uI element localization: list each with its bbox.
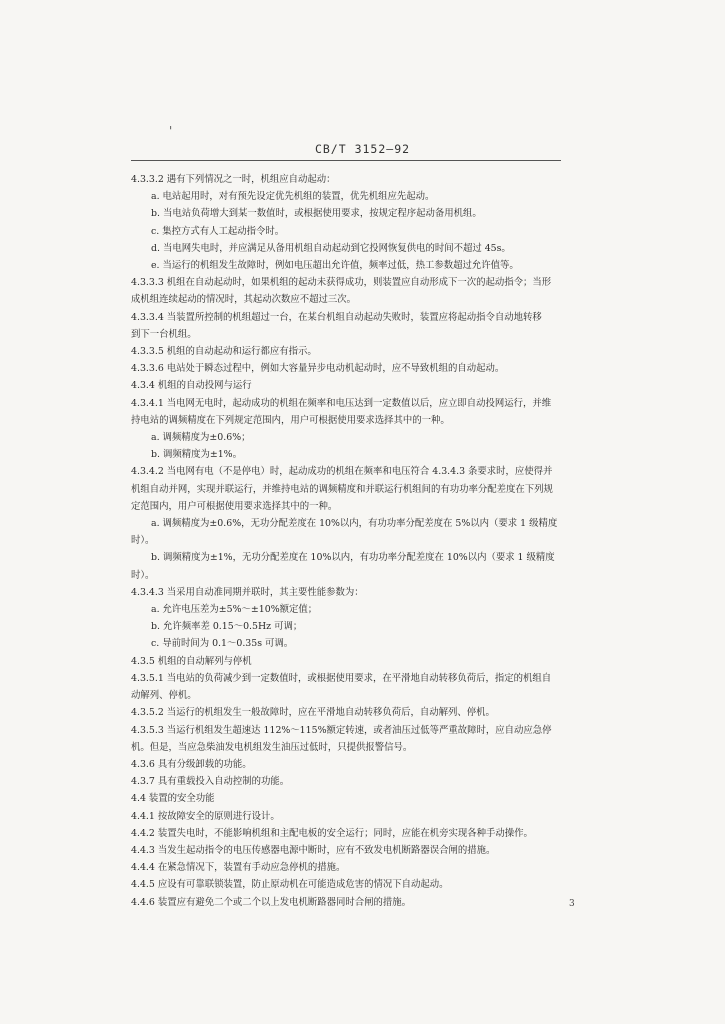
text-line: 4.3.5.1 当电站的负荷减少到一定数值时，或根据使用要求，在平滑地自动转移负荷后，指定的机组自 xyxy=(131,672,552,684)
page-number: 3 xyxy=(569,899,575,909)
text-line: 4.3.3.3 机组在自动起动时，如果机组的起动未获得成功，则装置应自动形成下一次的起动指令；当形 xyxy=(131,277,552,289)
text-line: e. 当运行的机组发生故障时，例如电压超出允许值，频率过低，热工参数超过允许值等。 xyxy=(151,260,519,272)
text-line: 时）。 xyxy=(131,535,155,547)
text-line: 4.3.4.2 当电网有电（不是停电）时，起动成功的机组在频率和电压符合 4.3.4.3 条要求时，应使得并 xyxy=(131,466,553,478)
header-rule xyxy=(131,160,561,161)
text-line: 4.4.3 当发生起动指令的电压传感器电源中断时，应有不致发电机断路器误合闸的措施。 xyxy=(131,844,496,856)
text-line: 4.3.3.6 电站处于瞬态过程中，例如大容量异步电动机起动时，应不导致机组的自动起动。 xyxy=(131,363,505,375)
text-line: a. 调频精度为±0.6%，无功分配差度在 10%以内，有功功率分配差度在 5%以内（要求 1 级精度 xyxy=(151,518,558,530)
text-line: 持电站的调频精度在下列规定范围内，用户可根据使用要求选择其中的一种。 xyxy=(131,414,450,426)
text-line: 4.3.4 机组的自动投网与运行 xyxy=(131,380,252,392)
text-line: 到下一台机组。 xyxy=(131,328,197,340)
document-body xyxy=(131,171,589,911)
text-line: 4.3.3.2 遇有下列情况之一时，机组应自动起动： xyxy=(131,174,336,185)
text-line: b. 当电站负荷增大到某一数值时，或根据使用要求，按规定程序起动备用机组。 xyxy=(151,208,482,220)
text-line: 4.4.5 应设有可靠联锁装置，防止原动机在可能造成危害的情况下自动起动。 xyxy=(131,879,449,891)
text-line: 4.4.4 在紧急情况下，装置有手动应急停机的措施。 xyxy=(131,862,346,874)
text-line: a. 电站起用时，对有预先设定优先机组的装置，优先机组应先起动。 xyxy=(151,191,435,203)
text-line: 4.3.7 具有重载投入自动控制的功能。 xyxy=(131,776,290,788)
text-line: a. 允许电压差为±5%～±10%额定值； xyxy=(151,604,318,616)
text-line: 4.4 装置的安全功能 xyxy=(131,793,215,805)
text-line: 4.3.3.4 当装置所控制的机组超过一台，在某台机组自动起动失败时，装置应将起动指令自动地转移 xyxy=(131,311,542,323)
text-line: 机。但是，当应急柴油发电机组发生油压过低时，只提供报警信号。 xyxy=(131,741,413,753)
text-line: 机组自动并网，实现并联运行，并维持电站的调频精度和并联运行机组间的有功功率分配差度在下列规 xyxy=(131,483,553,495)
text-line: 4.3.5 机组的自动解列与停机 xyxy=(131,655,252,667)
stray-mark: ' xyxy=(169,124,173,138)
text-line: b. 调频精度为±1%。 xyxy=(151,449,242,461)
text-line: 4.3.3.5 机组的自动起动和运行都应有指示。 xyxy=(131,346,317,358)
text-line: 4.3.4.3 当采用自动准同期并联时，其主要性能参数为： xyxy=(131,586,364,598)
text-line: 4.4.6 装置应有避免二个或二个以上发电机断路器同时合闸的措施。 xyxy=(131,896,411,908)
page-header: CB/T 3152—92 xyxy=(314,142,411,156)
text-line: b. 调频精度为±1%，无功分配差度在 10%以内，有功功率分配差度在 10%以内（要求 1 级精度 xyxy=(151,552,555,564)
text-line: b. 允许频率差 0.15～0.5Hz 可调； xyxy=(151,621,303,633)
text-line: 时）。 xyxy=(131,569,155,581)
text-line: 成机组连续起动的情况时，其起动次数应不超过三次。 xyxy=(131,294,357,306)
text-line: 4.4.1 按故障安全的原则进行设计。 xyxy=(131,810,280,822)
text-line: 定范围内，用户可根据使用要求选择其中的一种。 xyxy=(131,500,338,512)
text-line: 4.3.6 具有分级卸载的功能。 xyxy=(131,758,252,770)
text-line: 4.3.4.1 当电网无电时，起动成功的机组在频率和电压达到一定数值以后，应立即自动投网运行，并维 xyxy=(131,397,552,409)
text-line: d. 当电网失电时，并应满足从备用机组自动起动到它投网恢复供电的时间不超过 45s。 xyxy=(151,242,511,254)
text-line: 4.3.5.2 当运行的机组发生一般故障时，应在平滑地自动转移负荷后，自动解列、停机。 xyxy=(131,707,495,719)
text-line: 4.3.5.3 当运行机组发生超速达 112%～115%额定转速，或者油压过低等严重故障时，应自动应急停 xyxy=(131,724,552,736)
text-line: c. 集控方式有人工起动指令时。 xyxy=(151,225,285,237)
text-line: c. 导前时间为 0.1～0.35s 可调。 xyxy=(151,638,294,650)
text-line: a. 调频精度为±0.6%； xyxy=(151,432,251,444)
text-line: 4.4.2 装置失电时，不能影响机组和主配电板的安全运行；同时，应能在机旁实现各种手动操作。 xyxy=(131,827,533,839)
text-line: 动解列、停机。 xyxy=(131,690,197,702)
